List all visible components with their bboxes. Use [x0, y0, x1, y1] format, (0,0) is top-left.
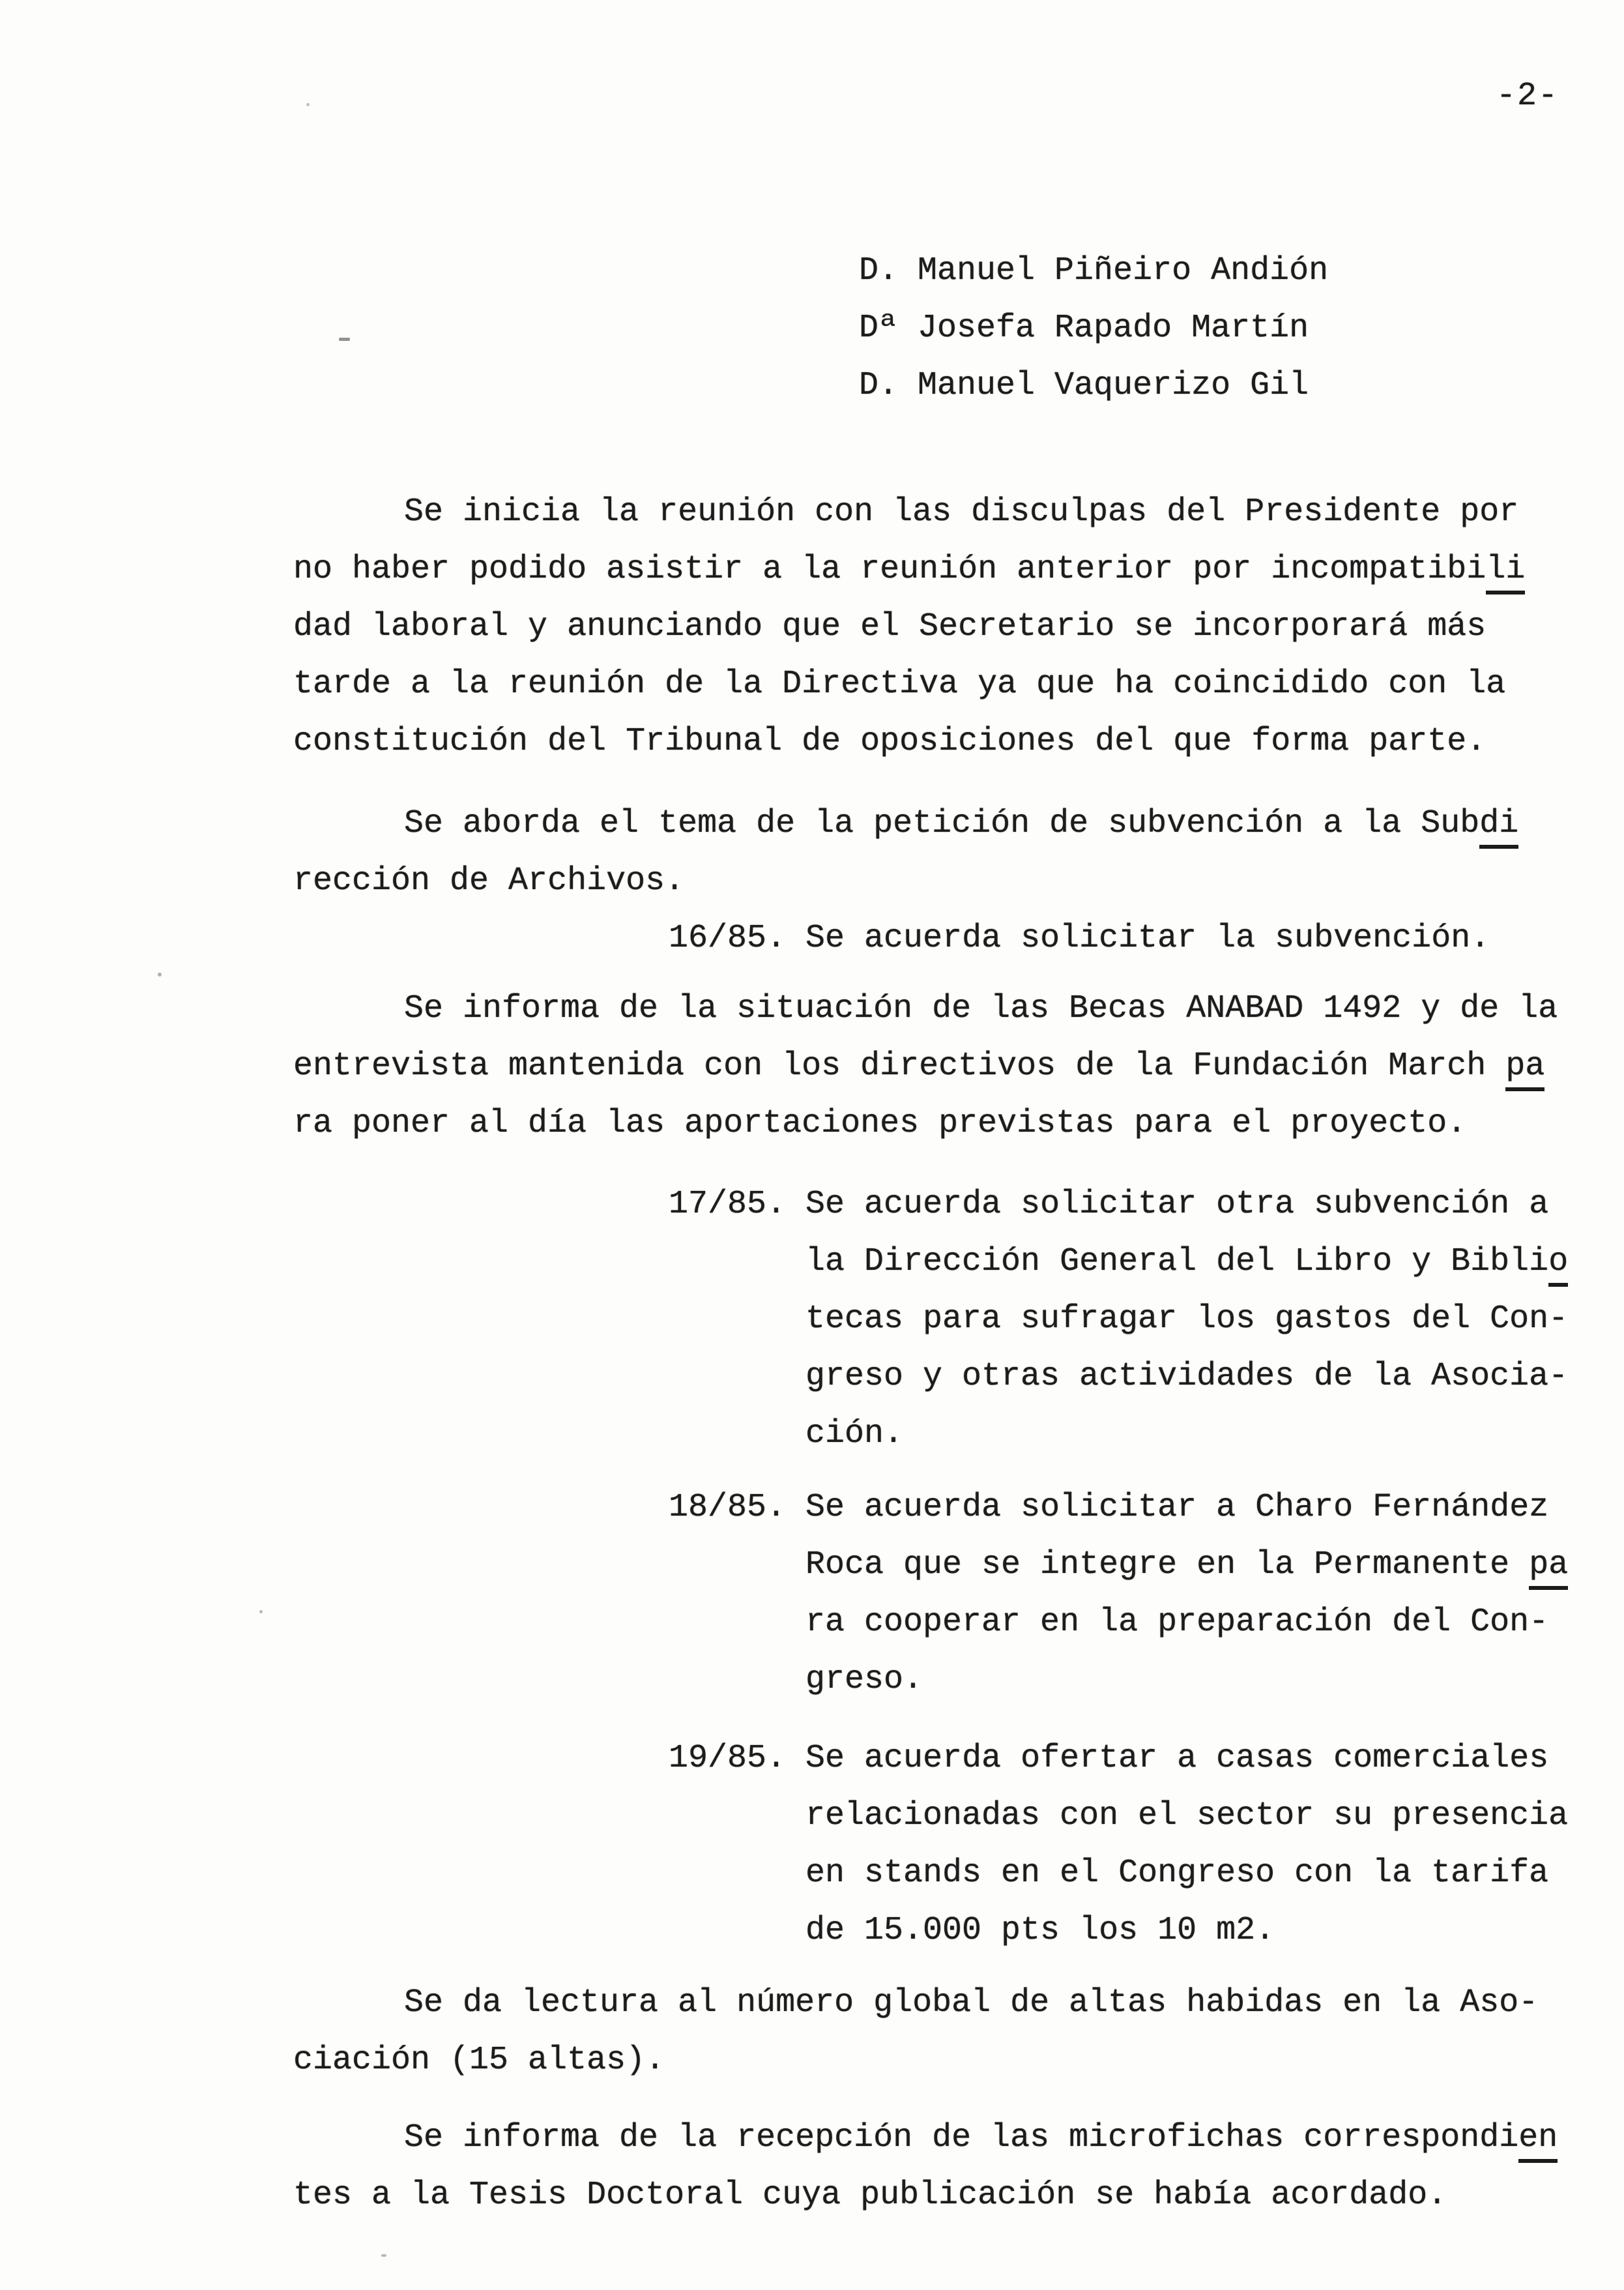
text-line [805, 1405, 1568, 1463]
text-line [404, 980, 1558, 1038]
line-text: 19/85. Se acuerda ofertar a casas comerciales [669, 1740, 1549, 1777]
line-text: Roca que se integre en la Permanente [805, 1546, 1530, 1583]
paragraph-subvencion-archivos [293, 795, 1518, 910]
text-line [293, 1038, 1558, 1095]
underlined-syllable: di [1479, 805, 1518, 849]
line-text: Se inicia la reunión con las disculpas del Presidente por [404, 493, 1519, 531]
text-line [805, 1651, 1568, 1709]
text-line [293, 713, 1525, 771]
resolution-18-85 [669, 1479, 1568, 1709]
underlined-syllable: en [1518, 2119, 1558, 2163]
text-line [805, 1233, 1568, 1291]
line-text: Se informa de la situación de las Becas ANABAD 1492 y de la [404, 990, 1558, 1027]
paragraph-altas [293, 1974, 1538, 2089]
line-text: 16/85. Se acuerda solicitar la subvención. [669, 920, 1490, 957]
resolution-17-85 [669, 1176, 1568, 1463]
line-text: constitución del Tribunal de oposiciones del que forma parte. [293, 723, 1486, 760]
attendees-list [859, 242, 1328, 415]
scan-artifact [306, 103, 310, 106]
text-line [805, 1845, 1568, 1902]
line-text: Dª Josefa Rapado Martín [859, 310, 1309, 347]
line-text: entrevista mantenida con los directivos de la Fundación March [293, 1048, 1506, 1085]
scan-artifact [259, 1610, 263, 1613]
line-text: no haber podido asistir a la reunión anterior por incompatibi [293, 551, 1486, 588]
line-text: tecas para sufragar los gastos del Con- [805, 1300, 1569, 1338]
attendee-name [859, 242, 1328, 300]
text-line [404, 1974, 1538, 2032]
line-text: ciación (15 altas). [293, 2042, 665, 2079]
resolution-16-85 [669, 910, 1490, 967]
line-text: Se aborda el tema de la petición de subvención a la Sub [404, 805, 1480, 842]
text-line [293, 541, 1525, 598]
line-text: relacionadas con el sector su presencia [805, 1797, 1569, 1834]
line-text: en stands en el Congreso con la tarifa [805, 1855, 1549, 1892]
line-text: ra poner al día las aportaciones previstas para el proyecto. [293, 1105, 1467, 1142]
line-text: greso y otras actividades de la Asocia- [805, 1358, 1569, 1395]
resolution-19-85 [669, 1730, 1568, 1960]
line-text: la Dirección General del Libro y Bibli [805, 1243, 1549, 1280]
underlined-syllable: li [1486, 551, 1525, 595]
text-line [669, 910, 1490, 967]
text-line [805, 1902, 1568, 1960]
text-line [404, 484, 1525, 541]
text-line [805, 1594, 1568, 1651]
line-text: ra cooperar en la preparación del Con- [805, 1604, 1549, 1641]
text-line [669, 1479, 1568, 1536]
text-line [293, 2167, 1558, 2224]
line-text: tes a la Tesis Doctoral cuya publicación se había acordado. [293, 2177, 1447, 2214]
text-line [805, 1787, 1568, 1845]
page-number: -2- [1496, 78, 1559, 115]
line-text: rección de Archivos. [293, 862, 685, 900]
text-line [805, 1536, 1568, 1594]
text-line [404, 795, 1518, 853]
paragraph-opening [293, 484, 1525, 771]
scan-artifact [339, 338, 350, 341]
line-text: Se da lectura al número global de altas habidas en la Aso- [404, 1984, 1539, 2021]
scan-artifact [381, 2254, 386, 2257]
line-text: 17/85. Se acuerda solicitar otra subvención a [669, 1186, 1549, 1223]
line-text: de 15.000 pts los 10 m2. [805, 1912, 1275, 1949]
text-line [293, 656, 1525, 713]
attendee-name [859, 300, 1328, 357]
text-line [404, 2109, 1558, 2167]
text-line [293, 2032, 1538, 2089]
text-line [805, 1291, 1568, 1348]
paragraph-microfichas [293, 2109, 1558, 2224]
underlined-syllable: o [1548, 1243, 1568, 1287]
underlined-syllable: pa [1505, 1048, 1544, 1091]
line-text: tarde a la reunión de la Directiva ya que ha coincidido con la [293, 666, 1506, 703]
paragraph-becas-anabad [293, 980, 1558, 1152]
line-text: 18/85. Se acuerda solicitar a Charo Fernández [669, 1489, 1549, 1526]
text-line [293, 853, 1518, 910]
text-line [669, 1176, 1568, 1233]
line-text: dad laboral y anunciando que el Secretario se incorporará más [293, 608, 1486, 645]
text-line [293, 1095, 1558, 1152]
line-text: D. Manuel Vaquerizo Gil [859, 367, 1309, 404]
text-line [293, 598, 1525, 656]
attendee-name [859, 357, 1328, 415]
line-text: ción. [805, 1415, 904, 1452]
line-text: D. Manuel Piñeiro Andión [859, 252, 1329, 289]
text-line [805, 1348, 1568, 1405]
line-text: Se informa de la recepción de las microfichas correspondi [404, 2119, 1519, 2156]
scan-artifact [158, 973, 162, 976]
text-line [669, 1730, 1568, 1787]
line-text: greso. [805, 1661, 923, 1698]
underlined-syllable: pa [1529, 1546, 1568, 1590]
